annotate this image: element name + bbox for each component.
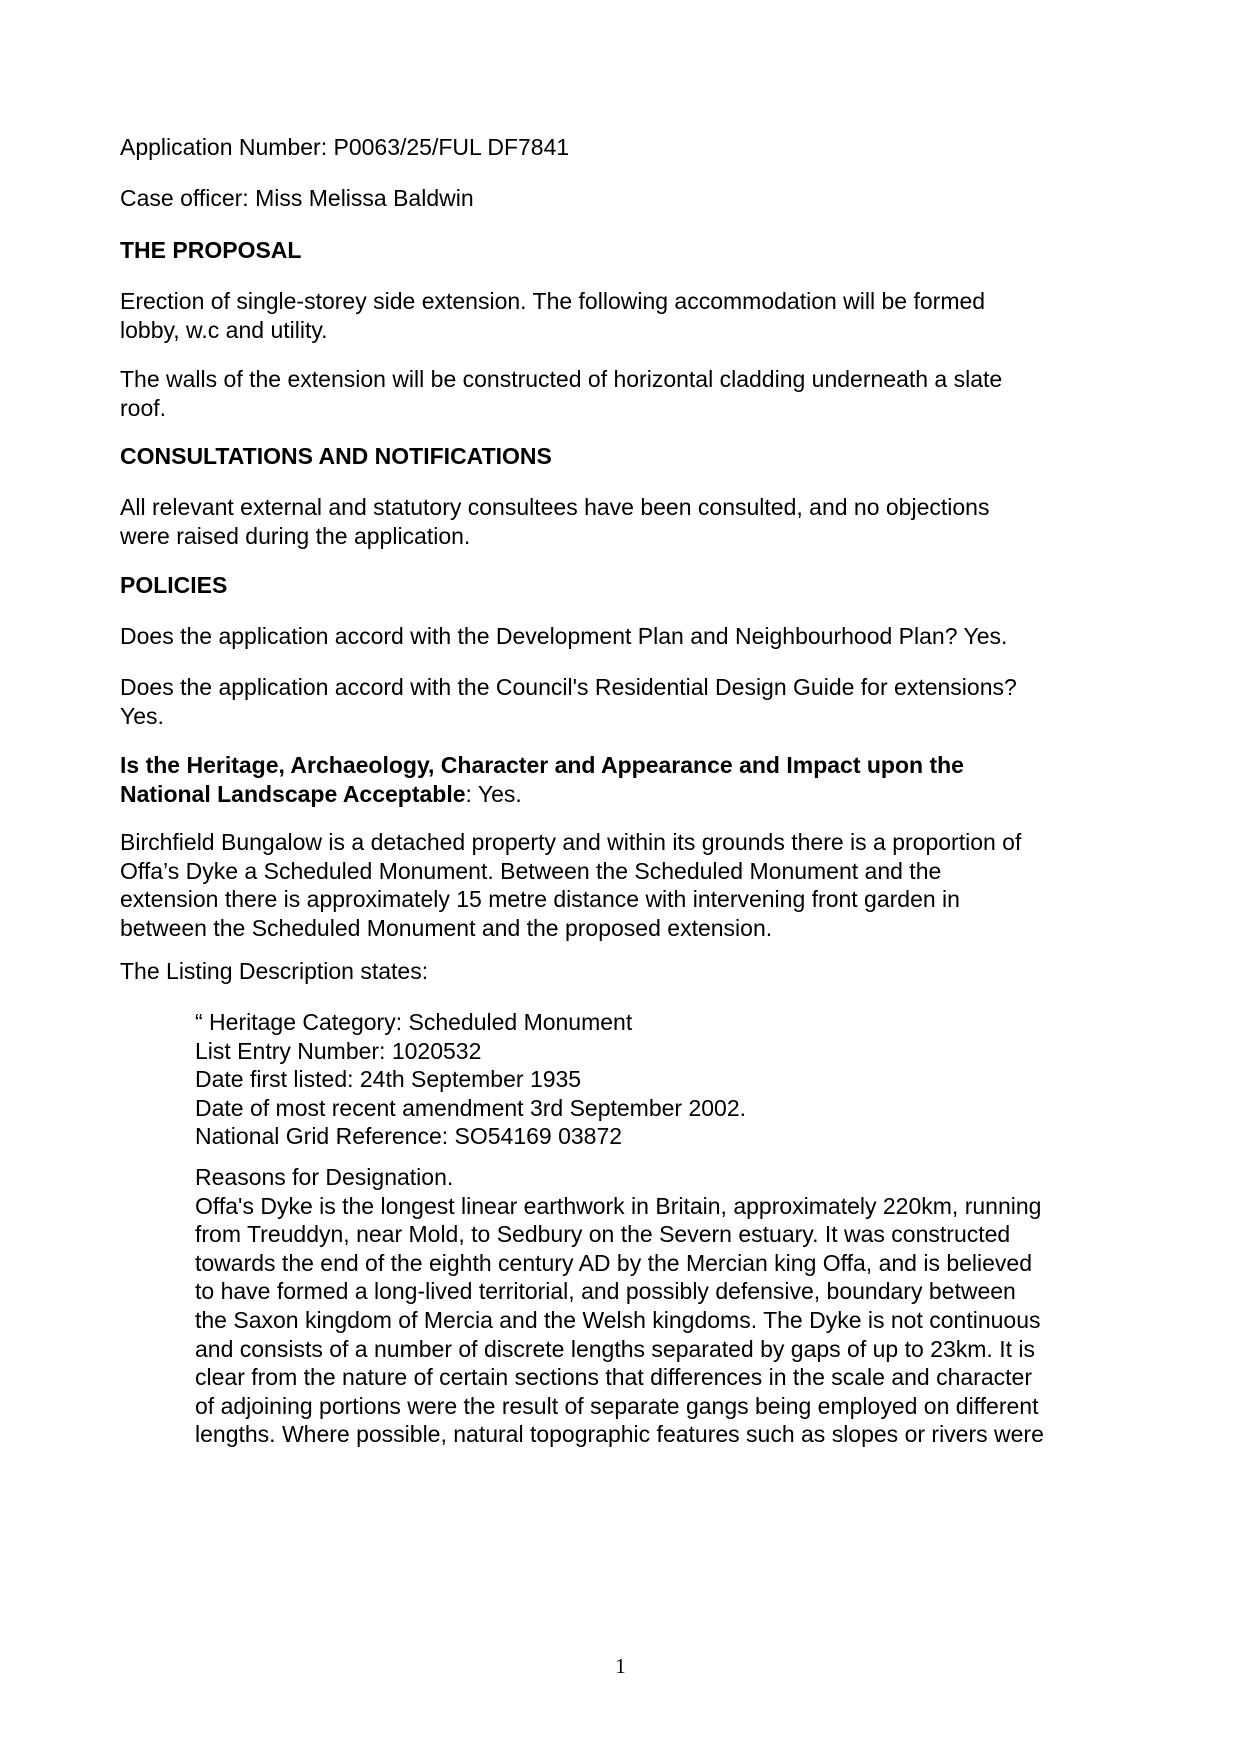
heritage-question-answer: : Yes. <box>465 780 522 807</box>
birchfield-paragraph: Birchfield Bungalow is a detached property and within its grounds there is a proportion of Offa’s Dyke a Scheduled Monument. Between the Scheduled Monument and the extension there is approximately 15 metre distance with intervening front garden in between the Scheduled Monument and the proposed extension. <box>120 829 1022 941</box>
reasons-for-designation: Reasons for Designation. Offa's Dyke is the longest linear earthwork in Britain, approximately 220km, running from Treuddyn, near Mold, to Sedbury on the Severn estuary. It was constructed towards the end of the eighth century AD by the Mercian king Offa, and is believed to have formed a long-lived territorial, and possibly defensive, boundary between the Saxon kingdom of Mercia and the Welsh kingdoms. The Dyke is not continuous and consists of a number of discrete lengths separated by gaps of up to 23km. It is clear from the nature of certain sections that differences in the scale and character of adjoining portions were the result of separate gangs being employed on different lengths. Where possible, natural topographic features such as slopes or rivers were <box>195 1164 1044 1448</box>
walls-paragraph: The walls of the extension will be constructed of horizontal cladding underneath a slate roof. <box>120 366 1003 421</box>
application-number: Application Number: P0063/25/FUL DF7841 <box>120 134 570 160</box>
policy-question-design-guide: Does the application accord with the Council's Residential Design Guide for extensions? Yes. <box>120 674 1017 729</box>
case-officer: Case officer: Miss Melissa Baldwin <box>120 185 474 211</box>
listing-intro: The Listing Description states: <box>120 958 429 984</box>
heritage-question <box>120 751 1130 808</box>
listing-details-quote: “ Heritage Category: Scheduled Monument List Entry Number: 1020532 Date first listed: 24th September 1935 Date of most recent amendment 3rd September 2002. National Grid Reference: SO54169 03872 <box>195 1009 747 1150</box>
heritage-question-title: Is the Heritage, Archaeology, Character and Appearance and Impact upon the National Landscape Acceptable <box>120 752 964 807</box>
policies-heading: POLICIES <box>120 572 228 598</box>
proposal-paragraph: Erection of single-storey side extension. The following accommodation will be formed lobby, w.c and utility. <box>120 288 986 343</box>
page-number: 1 <box>615 1654 626 1678</box>
consultations-heading: CONSULTATIONS AND NOTIFICATIONS <box>120 443 552 469</box>
policy-question-development-plan: Does the application accord with the Development Plan and Neighbourhood Plan? Yes. <box>120 623 1008 649</box>
consultations-paragraph: All relevant external and statutory consultees have been consulted, and no objections were raised during the application. <box>120 494 990 549</box>
proposal-heading: THE PROPOSAL <box>120 237 302 263</box>
